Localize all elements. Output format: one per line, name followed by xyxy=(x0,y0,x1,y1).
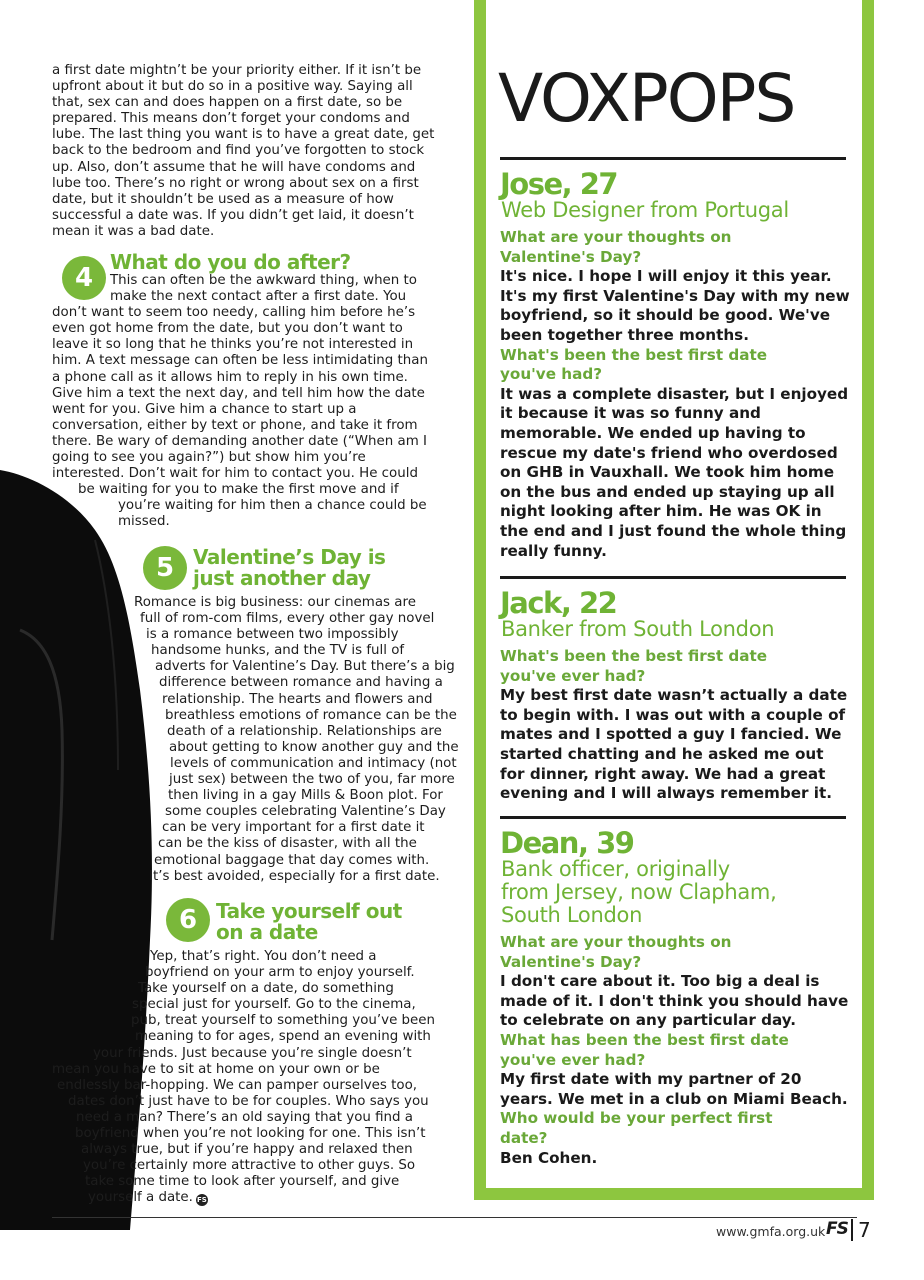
text-line: adverts for Valentine’s Day. But there’s a big xyxy=(155,659,455,675)
text-line: him. A text message can often be less intimidating than xyxy=(52,353,428,369)
text-line: handsome hunks, and the TV is full of xyxy=(151,643,405,659)
voxpop-question-line: Valentine's Day? xyxy=(500,247,642,266)
text-line: What do you do after? xyxy=(110,250,351,274)
text-line: It’s best avoided, especially for a first date. xyxy=(149,868,440,884)
text-line: leave it so long that he thinks you’re not interested in xyxy=(52,337,414,353)
voxpop-question-line: you've ever had? xyxy=(500,666,646,685)
voxpop-question-line: you've ever had? xyxy=(500,1050,646,1069)
text-line: relationship. The hearts and flowers and xyxy=(162,691,433,707)
text-line: take some time to look after yourself, and give xyxy=(85,1174,400,1190)
text-line: there. Be wary of demanding another date (“When am I xyxy=(52,433,427,449)
voxpop-answer-line: the end and I just found the whole thing xyxy=(500,521,847,540)
voxpop-answer-line: to begin with. I was out with a couple of xyxy=(500,705,846,724)
voxpop-answer-line: made of it. I don't think you should have xyxy=(500,991,849,1010)
voxpop-question-line: What are your thoughts on xyxy=(500,228,732,246)
section-6-heading xyxy=(216,901,402,943)
text-line: be waiting for you to make the first move and if xyxy=(78,482,399,498)
voxpop-answer-line: Ben Cohen. xyxy=(500,1148,598,1167)
text-line: you’re certainly more attractive to other guys. So xyxy=(83,1158,416,1174)
voxpop-answer-line: on the bus and ended up staying up all xyxy=(500,482,835,501)
text-line: meaning to for ages, spend an evening with xyxy=(135,1029,431,1045)
text-line: always true, but if you’re happy and relaxed then xyxy=(81,1142,413,1158)
voxpop-name: Jose, 27 xyxy=(500,167,618,201)
voxpops-divider xyxy=(500,576,846,579)
text-line: that, sex can and does happen on a first date, so be xyxy=(52,95,403,111)
voxpop-answer-line: rescue my date's friend who overdosed xyxy=(500,443,838,462)
text-line: endlessly bar-hopping. We can pamper ourselves too, xyxy=(57,1077,418,1093)
voxpop-job xyxy=(501,618,774,641)
page-number: 7 xyxy=(858,1218,871,1242)
text-line: yourself a date. FS xyxy=(88,1190,207,1206)
text-line: missed. xyxy=(118,514,170,530)
text-line: Web Designer from Portugal xyxy=(501,198,789,222)
text-line: a first date mightn’t be your priority either. If it isn’t be xyxy=(52,63,422,78)
text-line: going to see you again?”) but show him you’re xyxy=(52,450,366,466)
text-line: This can often be the awkward thing, when to xyxy=(110,273,417,288)
voxpop-question-line: you've had? xyxy=(500,365,603,384)
text-line: full of rom-com films, every other gay novel xyxy=(140,611,435,627)
voxpop-question-line: What's been the best first date xyxy=(500,345,768,364)
section-5-body xyxy=(134,595,459,885)
voxpops-divider xyxy=(500,157,846,160)
text-line: death of a relationship. Relationships are xyxy=(167,723,442,739)
footer-separator xyxy=(851,1219,853,1241)
text-line: Romance is big business: our cinemas are xyxy=(134,595,416,610)
text-line: Banker from South London xyxy=(501,617,775,641)
voxpop-answer-line: really funny. xyxy=(500,541,607,560)
section-4-heading xyxy=(110,252,351,273)
text-line: from Jersey, now Clapham, xyxy=(501,880,777,904)
voxpop-qa xyxy=(500,933,848,1168)
text-line: breathless emotions of romance can be the xyxy=(165,707,457,723)
text-line: dates don’t just have to be for couples. Who says you xyxy=(68,1093,429,1109)
text-line: just another day xyxy=(193,566,371,590)
footer-brand-logo: FS xyxy=(826,1219,848,1239)
voxpop-job xyxy=(501,199,789,222)
text-line: mean you have to sit at home on your own or be xyxy=(52,1061,380,1077)
voxpop-question-line: date? xyxy=(500,1128,548,1147)
section-6-body xyxy=(52,949,435,1207)
section-6-number-badge: 6 xyxy=(166,898,210,942)
text-line: can be very important for a first date it xyxy=(162,820,425,836)
section-4-number-badge: 4 xyxy=(62,256,106,300)
section-5-heading xyxy=(193,547,385,589)
voxpop-name: Jack, 22 xyxy=(500,586,617,620)
text-line: your friends. Just because you’re single doesn’t xyxy=(93,1045,412,1061)
text-line: special just for yourself. Go to the cinema, xyxy=(132,997,416,1013)
text-line: boyfriend on your arm to enjoy yourself. xyxy=(145,965,415,981)
text-line: about getting to know another guy and the xyxy=(169,739,459,755)
voxpop-name: Dean, 39 xyxy=(500,826,634,860)
text-line: interested. Don’t wait for him to contact you. He could xyxy=(52,466,418,482)
text-line: some couples celebrating Valentine’s Day xyxy=(165,804,446,820)
voxpop-job xyxy=(501,858,776,927)
text-line: need a man? There’s an old saying that you find a xyxy=(76,1109,414,1125)
text-line: South London xyxy=(501,903,643,927)
text-line: can be the kiss of disaster, with all the xyxy=(158,836,417,852)
voxpop-question-line: What's been the best first date xyxy=(500,647,768,665)
article-intro-paragraph xyxy=(52,63,434,240)
voxpop-answer-line: to celebrate on any particular day. xyxy=(500,1011,797,1030)
text-line: don’t want to seem too needy, calling him before he’s xyxy=(52,305,416,321)
text-line: mean it was a bad date. xyxy=(52,223,215,239)
text-line: on a date xyxy=(216,920,318,944)
text-line: conversation, either by text or phone, and take it from xyxy=(52,417,418,433)
voxpop-qa xyxy=(500,228,850,561)
voxpop-answer-line: mates and I spotted a guy I fancied. We xyxy=(500,725,842,744)
voxpop-answer-line: night looking after him. He was OK in xyxy=(500,502,822,521)
voxpop-qa xyxy=(500,647,847,804)
section-5-number-badge: 5 xyxy=(143,546,187,590)
voxpop-answer-line: on GHB in Vauxhall. We took him home xyxy=(500,463,835,482)
text-line: Yep, that’s right. You don’t need a xyxy=(150,949,377,964)
text-line: Take yourself out xyxy=(216,899,402,923)
article-end-mark-icon: FS xyxy=(197,1196,207,1205)
voxpop-answer-line: for dinner, right away. We had a great xyxy=(500,764,826,783)
voxpop-answer-line: It was a complete disaster, but I enjoyed xyxy=(500,384,849,403)
voxpop-question-line: Valentine's Day? xyxy=(500,952,642,971)
text-line: make the next contact after a first date. You xyxy=(110,289,407,305)
text-line: Give him a text the next day, and tell him how the date xyxy=(52,385,425,401)
voxpops-divider xyxy=(500,816,846,819)
text-line: went for you. Give him a chance to start up a xyxy=(52,401,357,417)
text-line: difference between romance and having a xyxy=(159,675,443,691)
text-line: lube. The last thing you want is to have a great date, get xyxy=(52,127,435,143)
voxpop-question-line: What has been the best first date xyxy=(500,1030,789,1049)
text-line: boyfriend when you’re not looking for one. This isn’t xyxy=(75,1126,426,1142)
text-line: Valentine’s Day is xyxy=(193,545,386,569)
footer-rule xyxy=(52,1217,857,1218)
text-line: emotional baggage that day comes with. xyxy=(154,852,430,868)
voxpop-answer-line: evening and I will always remember it. xyxy=(500,784,833,803)
voxpop-answer-line: I don't care about it. Too big a deal is xyxy=(500,972,820,991)
voxpop-question-line: Who would be your perfect first xyxy=(500,1109,773,1128)
text-line: up. Also, don’t assume that he will have condoms and xyxy=(52,159,416,175)
section-4-body xyxy=(52,273,428,531)
voxpop-answer-line: It's my first Valentine's Day with my new xyxy=(500,286,850,305)
voxpop-answer-line: years. We met in a club on Miami Beach. xyxy=(500,1089,848,1108)
voxpop-answer-line: memorable. We ended up having to xyxy=(500,423,806,442)
text-line: just sex) between the two of you, far more xyxy=(169,772,455,788)
text-line: Bank officer, originally xyxy=(501,857,730,881)
voxpop-question-line: What are your thoughts on xyxy=(500,933,732,951)
voxpops-title: VOXPOPS xyxy=(498,60,795,137)
text-line: lube too. There’s no right or wrong about sex on a first xyxy=(52,175,419,191)
text-line: date, but it shouldn’t be used as a measure of how xyxy=(52,191,394,207)
text-line: pub, treat yourself to something you’ve been xyxy=(131,1013,436,1029)
text-line: upfront about it but do so in a positive way. Saying all xyxy=(52,79,413,95)
text-line: then living in a gay Mills & Boon plot. For xyxy=(168,788,443,804)
text-line: is a romance between two impossibly xyxy=(146,627,399,643)
voxpop-answer-line: My best first date wasn’t actually a date xyxy=(500,686,848,705)
text-line: prepared. This means don’t forget your condoms and xyxy=(52,111,410,127)
text-line: back to the bedroom and find you’ve forgotten to stock xyxy=(52,143,425,159)
voxpop-answer-line: been together three months. xyxy=(500,325,749,344)
voxpop-answer-line: started chatting and he asked me out xyxy=(500,744,824,763)
voxpop-answer-line: It's nice. I hope I will enjoy it this year. xyxy=(500,267,832,286)
voxpop-answer-line: My first date with my partner of 20 xyxy=(500,1070,802,1089)
footer-website-link[interactable]: www.gmfa.org.uk xyxy=(716,1224,826,1239)
voxpop-answer-line: it because it was so funny and xyxy=(500,404,761,423)
text-line: a phone call as it allows him to reply in his own time. xyxy=(52,369,408,385)
text-line: levels of communication and intimacy (not xyxy=(170,755,457,771)
voxpop-answer-line: boyfriend, so it should be good. We've xyxy=(500,306,831,325)
text-line: successful a date was. If you didn’t get laid, it doesn’t xyxy=(52,207,414,223)
text-line: you’re waiting for him then a chance could be xyxy=(118,498,427,514)
text-line: even got home from the date, but you don’t want to xyxy=(52,321,403,337)
text-line: Take yourself on a date, do something xyxy=(138,981,394,997)
